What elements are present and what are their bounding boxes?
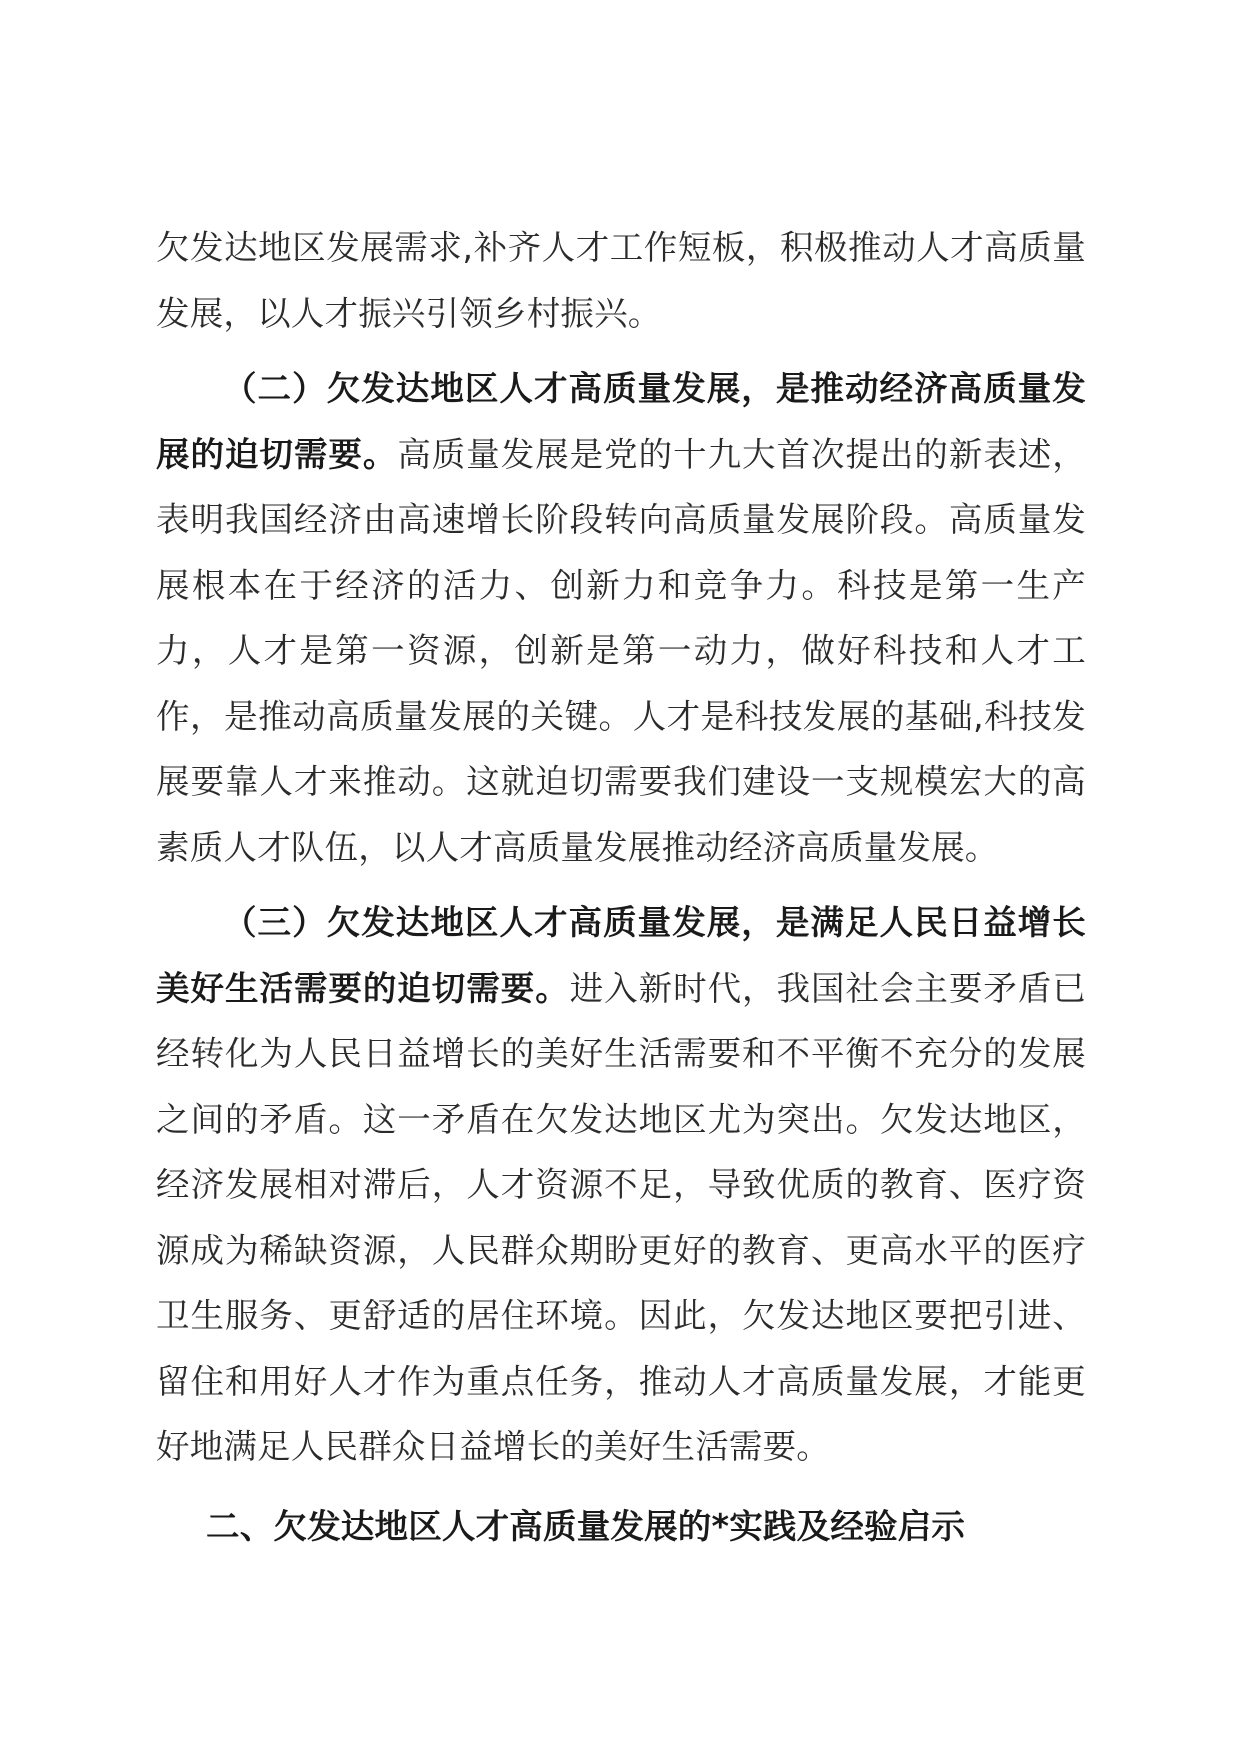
paragraph-body-text: 高质量发展是党的十九大首次提出的新表述，表明我国经济由高速增长阶段转向高质量发展阶段。高质量发展根本在于经济的活力、创新力和竞争力。科技是第一生产力，人才是第一资源，创新是第一动力，做好科技和人才工作，是推动高质量发展的关键。人才是科技发展的基础,科技发展要靠人才来推动。这就迫切需要我们建设一支规模宏大的高素质人才队伍，以人才高质量发展推动经济高质量发展。 <box>156 434 1086 867</box>
document-body <box>156 215 1086 1559</box>
paragraph-lead-heading: （三）欠发达地区人才高质量发展，是满足人民日益增长美好生活需要的迫切需要。 <box>156 903 1086 1008</box>
section-heading: 二、欠发达地区人才高质量发展的*实践及经验启示 <box>206 1506 966 1546</box>
paragraph-demand-economic <box>156 356 1086 880</box>
paragraph-lead-heading: （二）欠发达地区人才高质量发展，是推动经济高质量发展的迫切需要。 <box>156 369 1086 474</box>
continuation-paragraph: 欠发达地区发展需求,补齐人才工作短板，积极推动人才高质量发展，以人才振兴引领乡村振兴。 <box>156 228 1086 333</box>
paragraph-demand-livelihood <box>156 890 1086 1480</box>
paragraph-body-text: 进入新时代，我国社会主要矛盾已经转化为人民日益增长的美好生活需要和不平衡不充分的发展之间的矛盾。这一矛盾在欠发达地区尤为突出。欠发达地区，经济发展相对滞后，人才资源不足，导致优质的教育、医疗资源成为稀缺资源，人民群众期盼更好的教育、更高水平的医疗卫生服务、更舒适的居住环境。因此，欠发达地区要把引进、留住和用好人才作为重点任务，推动人才高质量发展，才能更好地满足人民群众日益增长的美好生活需要。 <box>156 968 1087 1466</box>
